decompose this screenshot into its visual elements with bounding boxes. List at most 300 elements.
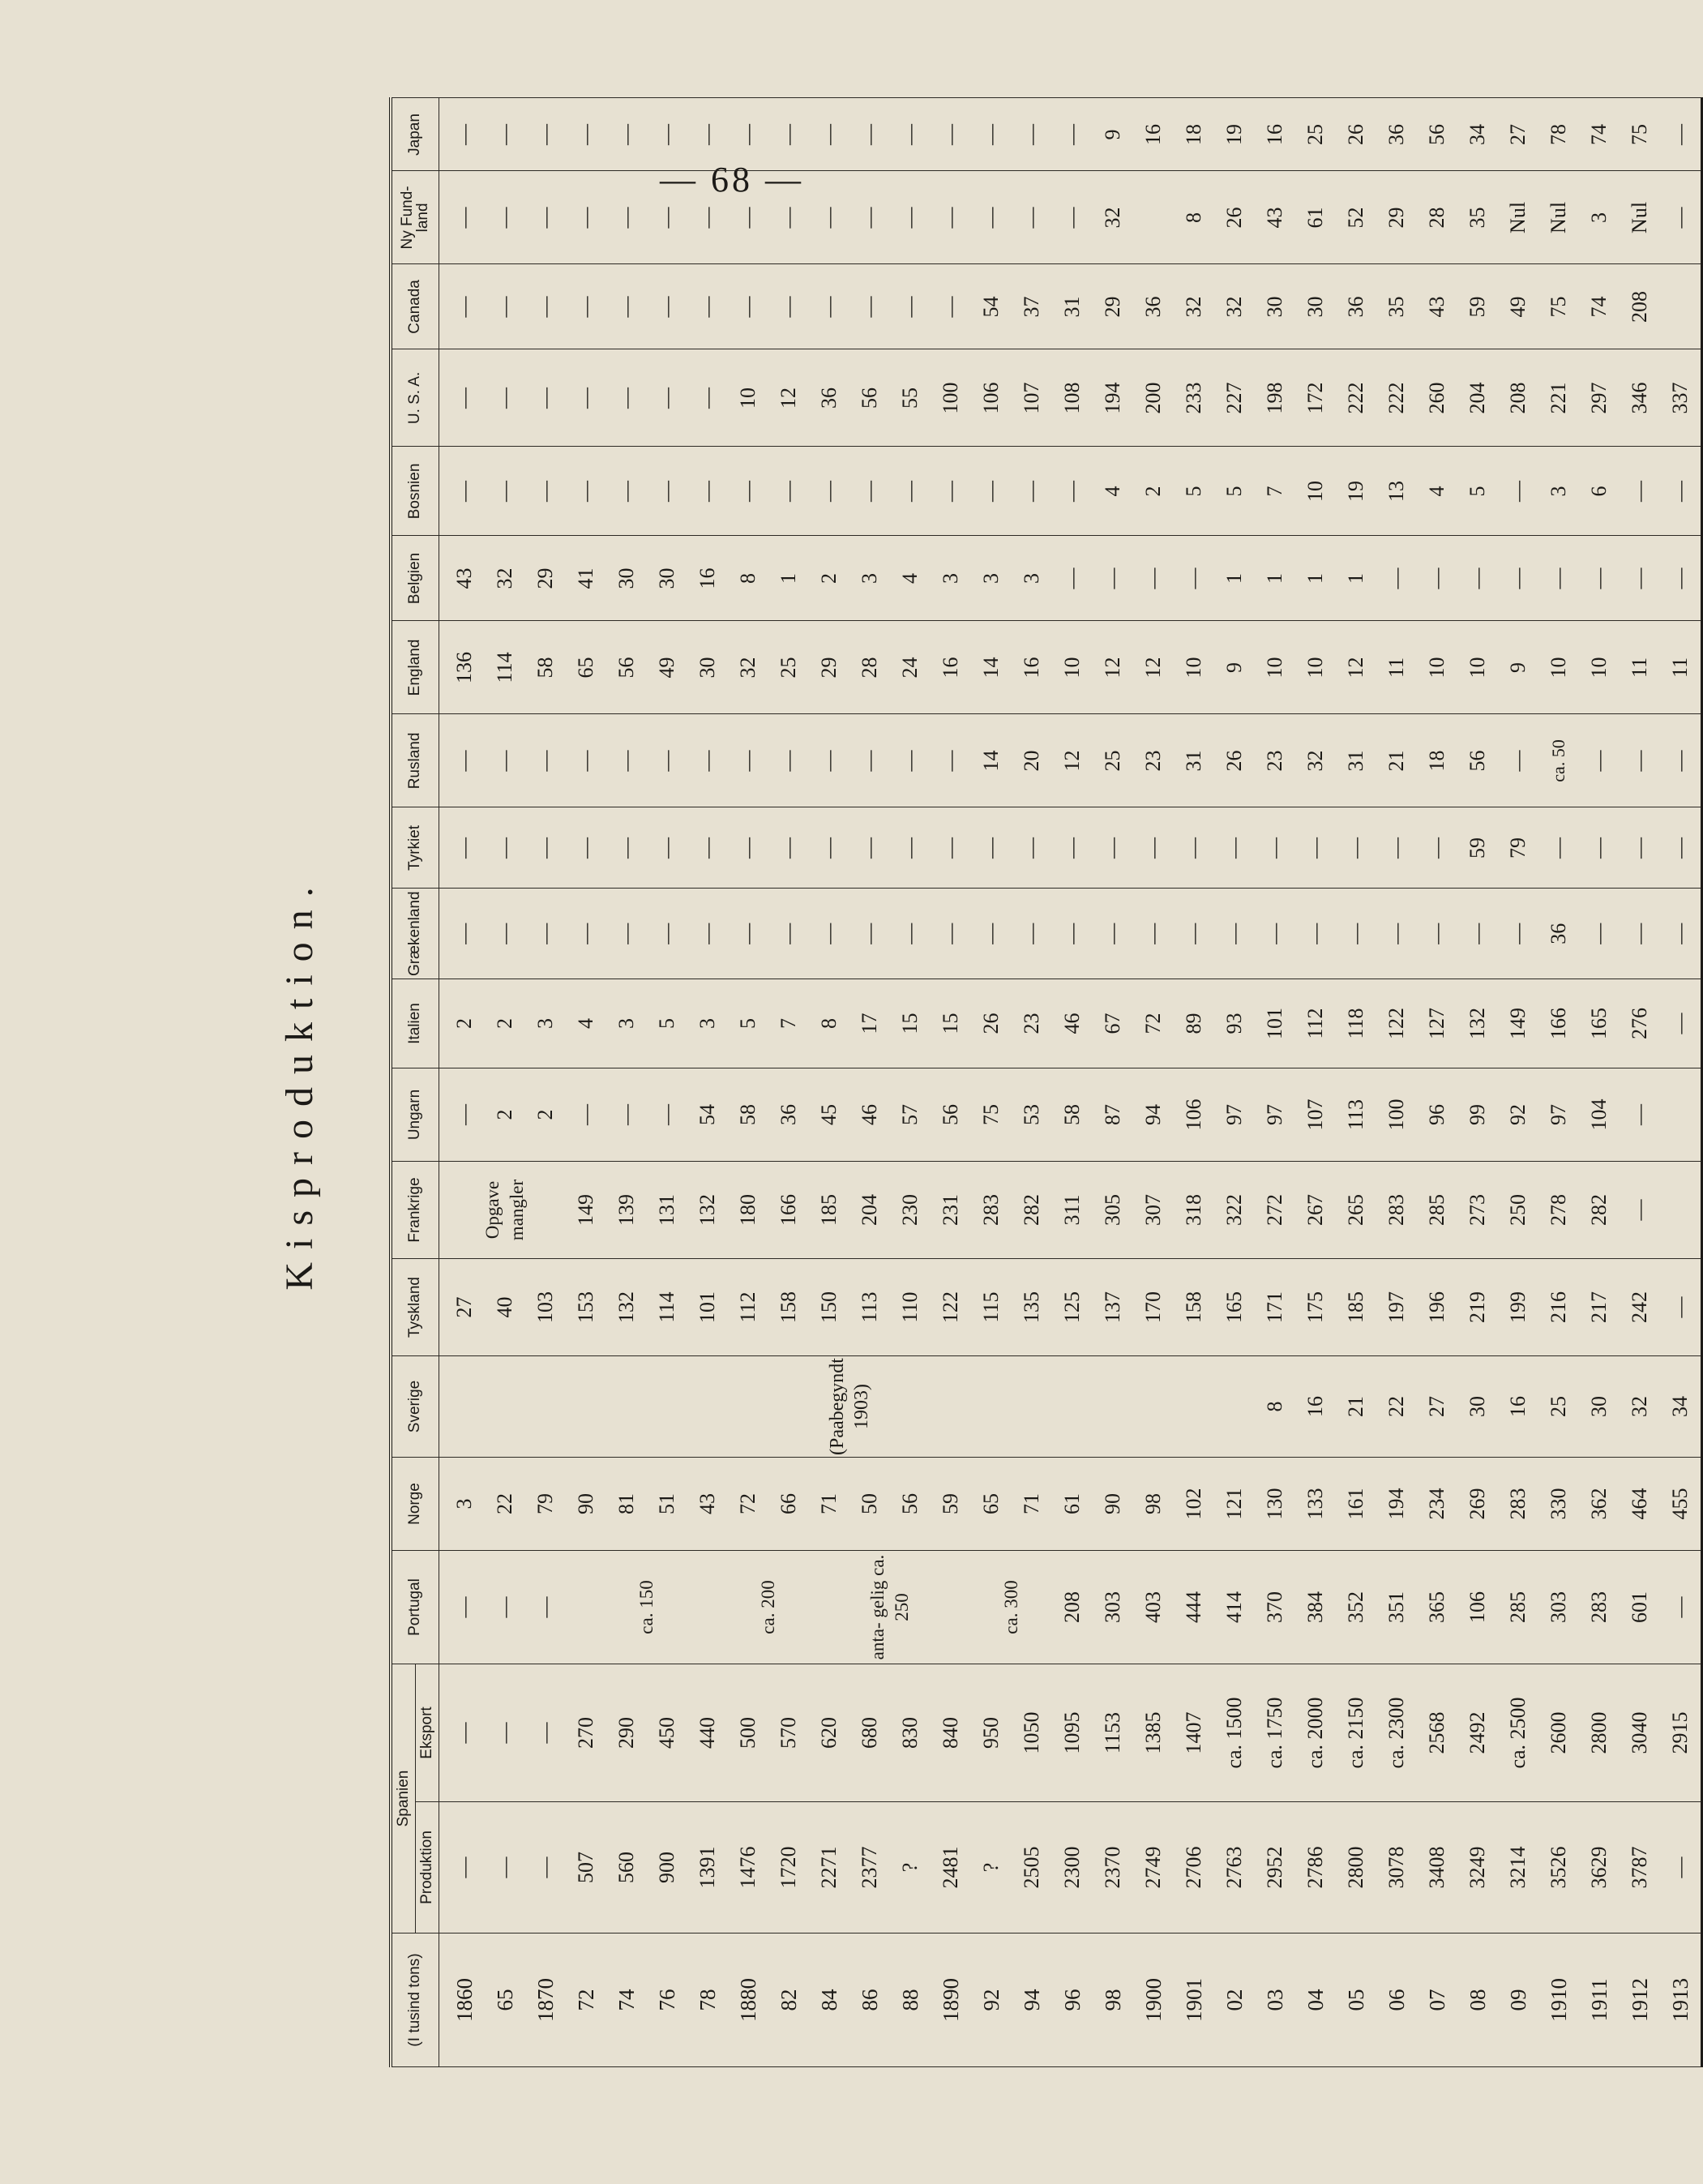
- cell-graekenland: —: [566, 889, 606, 979]
- cell-bosnien: 5: [1214, 447, 1255, 536]
- cell-graekenland: —: [1174, 889, 1214, 979]
- cell-es_prod: 1476: [728, 1802, 768, 1933]
- cell-es_prod: 1720: [768, 1802, 809, 1933]
- cell-es_exp: 830: [890, 1664, 931, 1802]
- cell-italien: 17: [849, 979, 890, 1068]
- cell-tyrkiet: —: [728, 807, 768, 889]
- header-country: Portugal: [391, 1551, 439, 1664]
- cell-year: 76: [647, 1933, 687, 2067]
- cell-ungarn: 46: [849, 1068, 890, 1162]
- cell-graekenland: —: [1417, 889, 1457, 979]
- cell-year: 1900: [1133, 1933, 1174, 2067]
- cell-year: 1910: [1538, 1933, 1579, 2067]
- cell-canada: 31: [1052, 264, 1093, 349]
- cell-frankrige: 139: [606, 1162, 647, 1259]
- cell-es_exp: 1095: [1052, 1664, 1093, 1802]
- cell-nyfund: —: [525, 171, 566, 264]
- cell-canada: —: [890, 264, 931, 349]
- cell-tyrkiet: —: [1255, 807, 1295, 889]
- cell-tyrkiet: 59: [1457, 807, 1498, 889]
- cell-norge: 455: [1660, 1458, 1702, 1551]
- cell-bosnien: —: [1052, 447, 1093, 536]
- table-row: [606, 98, 647, 2067]
- cell-canada: 59: [1457, 264, 1498, 349]
- cell-nyfund: 3: [1579, 171, 1620, 264]
- cell-graekenland: —: [1133, 889, 1174, 979]
- cell-norge: 90: [1093, 1458, 1133, 1551]
- cell-bosnien: —: [849, 447, 890, 536]
- cell-tyskland: 197: [1376, 1259, 1417, 1356]
- cell-portugal-block: anta- gelig ca. 250: [809, 1551, 971, 1664]
- cell-ungarn: 96: [1417, 1068, 1457, 1162]
- cell-belgien: 43: [439, 536, 485, 621]
- page-title: Kisproduktion.: [278, 874, 321, 1291]
- cell-es_exp: ca. 2300: [1376, 1664, 1417, 1802]
- cell-es_exp: 290: [606, 1664, 647, 1802]
- cell-italien: 89: [1174, 979, 1214, 1068]
- cell-ungarn: [1660, 1068, 1702, 1162]
- cell-rusland: —: [606, 714, 647, 807]
- cell-rusland: —: [931, 714, 971, 807]
- cell-canada: 29: [1093, 264, 1133, 349]
- cell-frankrige: 180: [728, 1162, 768, 1259]
- cell-norge: 464: [1620, 1458, 1660, 1551]
- cell-es_prod: 3249: [1457, 1802, 1498, 1933]
- cell-england: 32: [728, 621, 768, 714]
- cell-tyskland: 185: [1336, 1259, 1376, 1356]
- cell-usa: —: [525, 349, 566, 447]
- header-spanien: Spanien: [391, 1664, 415, 1933]
- rotated-table-block: [251, 97, 1692, 2067]
- cell-italien: 46: [1052, 979, 1093, 1068]
- cell-year: 04: [1295, 1933, 1336, 2067]
- header-year: (I tusind tons): [391, 1933, 439, 2067]
- cell-graekenland: —: [606, 889, 647, 979]
- cell-england: 65: [566, 621, 606, 714]
- cell-bosnien: 4: [1093, 447, 1133, 536]
- cell-belgien: —: [1052, 536, 1093, 621]
- cell-es_prod: 3214: [1498, 1802, 1538, 1933]
- cell-es_prod: 2786: [1295, 1802, 1336, 1933]
- cell-japan: 16: [1133, 98, 1174, 171]
- cell-graekenland: —: [1093, 889, 1133, 979]
- cell-belgien: 3: [971, 536, 1012, 621]
- cell-nyfund: 29: [1376, 171, 1417, 264]
- cell-tyskland: 153: [566, 1259, 606, 1356]
- cell-frankrige-note: Opgave mangler: [439, 1162, 566, 1259]
- cell-bosnien: —: [768, 447, 809, 536]
- cell-tyskland: 135: [1012, 1259, 1052, 1356]
- cell-rusland: —: [1660, 714, 1702, 807]
- cell-rusland: ca. 50: [1538, 714, 1579, 807]
- cell-rusland: 25: [1093, 714, 1133, 807]
- cell-norge: 43: [687, 1458, 728, 1551]
- cell-japan: —: [439, 98, 485, 171]
- cell-norge: 59: [931, 1458, 971, 1551]
- cell-ungarn: —: [647, 1068, 687, 1162]
- cell-rusland: —: [809, 714, 849, 807]
- cell-italien: 276: [1620, 979, 1660, 1068]
- cell-rusland: 21: [1376, 714, 1417, 807]
- cell-usa: 194: [1093, 349, 1133, 447]
- cell-rusland: —: [728, 714, 768, 807]
- table-row: [566, 98, 606, 2067]
- cell-italien: 26: [971, 979, 1012, 1068]
- cell-rusland: 20: [1012, 714, 1052, 807]
- cell-tyskland: 122: [931, 1259, 971, 1356]
- cell-rusland: 32: [1295, 714, 1336, 807]
- cell-ungarn: 100: [1376, 1068, 1417, 1162]
- cell-tyrkiet: —: [1133, 807, 1174, 889]
- cell-canada: —: [728, 264, 768, 349]
- cell-bosnien: —: [566, 447, 606, 536]
- cell-norge: 269: [1457, 1458, 1498, 1551]
- cell-italien: 3: [525, 979, 566, 1068]
- cell-tyrkiet: —: [1620, 807, 1660, 889]
- cell-japan: —: [485, 98, 525, 171]
- cell-frankrige: 311: [1052, 1162, 1093, 1259]
- cell-usa: 222: [1336, 349, 1376, 447]
- table-row: [849, 98, 890, 2067]
- cell-year: 1880: [728, 1933, 768, 2067]
- cell-ungarn: 57: [890, 1068, 931, 1162]
- cell-portugal: 352: [1336, 1551, 1376, 1664]
- cell-graekenland: —: [1214, 889, 1255, 979]
- cell-es_prod: 2370: [1093, 1802, 1133, 1933]
- cell-canada: —: [931, 264, 971, 349]
- cell-nyfund: 28: [1417, 171, 1457, 264]
- cell-canada: —: [687, 264, 728, 349]
- cell-es_exp: ca. 2000: [1295, 1664, 1336, 1802]
- cell-canada: 30: [1255, 264, 1295, 349]
- cell-tyrkiet: —: [566, 807, 606, 889]
- cell-canada: —: [525, 264, 566, 349]
- cell-es_prod: 3787: [1620, 1802, 1660, 1933]
- table-row: [1376, 98, 1417, 2067]
- cell-bosnien: —: [525, 447, 566, 536]
- cell-japan: —: [606, 98, 647, 171]
- cell-nyfund: 8: [1174, 171, 1214, 264]
- cell-england: 12: [1133, 621, 1174, 714]
- cell-es_exp: —: [439, 1664, 485, 1802]
- cell-portugal: 351: [1376, 1551, 1417, 1664]
- cell-graekenland: —: [728, 889, 768, 979]
- cell-nyfund: —: [687, 171, 728, 264]
- cell-portugal: 444: [1174, 1551, 1214, 1664]
- cell-year: 94: [1012, 1933, 1052, 2067]
- cell-tyskland: —: [1660, 1259, 1702, 1356]
- cell-usa: —: [606, 349, 647, 447]
- cell-ungarn: 53: [1012, 1068, 1052, 1162]
- cell-japan: 25: [1295, 98, 1336, 171]
- cell-japan: —: [890, 98, 931, 171]
- cell-es_exp: 500: [728, 1664, 768, 1802]
- cell-norge: 51: [647, 1458, 687, 1551]
- cell-rusland: 31: [1336, 714, 1376, 807]
- cell-italien: 5: [728, 979, 768, 1068]
- cell-sverige: 30: [1457, 1356, 1498, 1458]
- cell-canada: —: [606, 264, 647, 349]
- cell-year: 1860: [439, 1933, 485, 2067]
- cell-es_exp: 1153: [1093, 1664, 1133, 1802]
- cell-nyfund: —: [566, 171, 606, 264]
- cell-italien: 165: [1579, 979, 1620, 1068]
- cell-graekenland: —: [1012, 889, 1052, 979]
- cell-usa: 56: [849, 349, 890, 447]
- cell-norge: 50: [849, 1458, 890, 1551]
- cell-rusland: 12: [1052, 714, 1093, 807]
- cell-usa: —: [647, 349, 687, 447]
- cell-es_exp: 2600: [1538, 1664, 1579, 1802]
- cell-england: 114: [485, 621, 525, 714]
- cell-year: 82: [768, 1933, 809, 2067]
- cell-rusland: —: [485, 714, 525, 807]
- cell-belgien: 30: [606, 536, 647, 621]
- cell-tyrkiet: —: [1336, 807, 1376, 889]
- cell-norge: 71: [1012, 1458, 1052, 1551]
- cell-england: 29: [809, 621, 849, 714]
- cell-belgien: —: [1093, 536, 1133, 621]
- cell-ungarn: 75: [971, 1068, 1012, 1162]
- cell-frankrige: 204: [849, 1162, 890, 1259]
- cell-tyskland: 150: [809, 1259, 849, 1356]
- header-spanien-sub: Produktion: [415, 1802, 439, 1933]
- cell-italien: 67: [1093, 979, 1133, 1068]
- cell-belgien: 1: [1336, 536, 1376, 621]
- cell-bosnien: —: [1012, 447, 1052, 536]
- cell-england: 11: [1620, 621, 1660, 714]
- cell-bosnien: 7: [1255, 447, 1295, 536]
- cell-graekenland: —: [1660, 889, 1702, 979]
- cell-portugal: 106: [1457, 1551, 1498, 1664]
- cell-portugal: 285: [1498, 1551, 1538, 1664]
- cell-tyrkiet: —: [647, 807, 687, 889]
- cell-tyskland: 158: [768, 1259, 809, 1356]
- cell-bosnien: 6: [1579, 447, 1620, 536]
- cell-england: 28: [849, 621, 890, 714]
- cell-italien: 122: [1376, 979, 1417, 1068]
- header-country: Tyskland: [391, 1259, 439, 1356]
- cell-ungarn: 97: [1214, 1068, 1255, 1162]
- cell-rusland: —: [687, 714, 728, 807]
- cell-italien: 118: [1336, 979, 1376, 1068]
- cell-tyskland: 219: [1457, 1259, 1498, 1356]
- cell-ungarn: 113: [1336, 1068, 1376, 1162]
- cell-es_prod: 2706: [1174, 1802, 1214, 1933]
- table-header: [391, 98, 439, 2067]
- cell-usa: 107: [1012, 349, 1052, 447]
- cell-italien: 23: [1012, 979, 1052, 1068]
- cell-portugal: 601: [1620, 1551, 1660, 1664]
- cell-england: 49: [647, 621, 687, 714]
- cell-nyfund: Nul: [1620, 171, 1660, 264]
- header-country: Japan: [391, 98, 439, 171]
- cell-canada: 75: [1538, 264, 1579, 349]
- cell-usa: 222: [1376, 349, 1417, 447]
- cell-belgien: —: [1417, 536, 1457, 621]
- cell-nyfund: —: [809, 171, 849, 264]
- cell-norge: 130: [1255, 1458, 1295, 1551]
- cell-belgien: —: [1376, 536, 1417, 621]
- cell-ungarn: —: [566, 1068, 606, 1162]
- cell-tyskland: 165: [1214, 1259, 1255, 1356]
- cell-frankrige: 272: [1255, 1162, 1295, 1259]
- cell-year: 65: [485, 1933, 525, 2067]
- cell-sverige: 16: [1295, 1356, 1336, 1458]
- cell-bosnien: 19: [1336, 447, 1376, 536]
- cell-bosnien: 2: [1133, 447, 1174, 536]
- header-row: [391, 98, 415, 2067]
- cell-frankrige: 282: [1579, 1162, 1620, 1259]
- cell-nyfund: —: [971, 171, 1012, 264]
- cell-tyskland: 125: [1052, 1259, 1093, 1356]
- cell-ungarn: —: [606, 1068, 647, 1162]
- cell-year: 08: [1457, 1933, 1498, 2067]
- cell-england: 58: [525, 621, 566, 714]
- cell-usa: 297: [1579, 349, 1620, 447]
- cell-england: 11: [1376, 621, 1417, 714]
- cell-belgien: 1: [1295, 536, 1336, 621]
- cell-es_prod: 2505: [1012, 1802, 1052, 1933]
- cell-sverige: 21: [1336, 1356, 1376, 1458]
- cell-japan: —: [566, 98, 606, 171]
- cell-tyrkiet: —: [1174, 807, 1214, 889]
- cell-es_prod: 3078: [1376, 1802, 1417, 1933]
- cell-portugal-block: ca. 300: [971, 1551, 1052, 1664]
- cell-canada: 32: [1174, 264, 1214, 349]
- cell-tyrkiet: —: [1093, 807, 1133, 889]
- cell-nyfund: —: [1052, 171, 1093, 264]
- cell-es_prod: —: [439, 1802, 485, 1933]
- cell-bosnien: 13: [1376, 447, 1417, 536]
- cell-portugal: 370: [1255, 1551, 1295, 1664]
- cell-japan: —: [1052, 98, 1093, 171]
- cell-graekenland: —: [768, 889, 809, 979]
- cell-rusland: —: [768, 714, 809, 807]
- cell-year: 98: [1093, 1933, 1133, 2067]
- cell-bosnien: —: [728, 447, 768, 536]
- table-row: [1417, 98, 1457, 2067]
- cell-italien: 101: [1255, 979, 1295, 1068]
- cell-italien: 2: [485, 979, 525, 1068]
- table-row: [525, 98, 566, 2067]
- table-row: [1620, 98, 1660, 2067]
- cell-bosnien: —: [1498, 447, 1538, 536]
- cell-nyfund: —: [606, 171, 647, 264]
- cell-portugal: —: [485, 1551, 525, 1664]
- cell-belgien: —: [1174, 536, 1214, 621]
- cell-usa: 204: [1457, 349, 1498, 447]
- cell-ungarn: —: [1620, 1068, 1660, 1162]
- cell-belgien: 8: [728, 536, 768, 621]
- cell-es_exp: 950: [971, 1664, 1012, 1802]
- cell-es_exp: ca. 1750: [1255, 1664, 1295, 1802]
- cell-italien: 149: [1498, 979, 1538, 1068]
- cell-tyskland: 196: [1417, 1259, 1457, 1356]
- cell-belgien: —: [1538, 536, 1579, 621]
- cell-bosnien: 3: [1538, 447, 1579, 536]
- cell-frankrige: 231: [931, 1162, 971, 1259]
- cell-canada: —: [809, 264, 849, 349]
- cell-england: 10: [1052, 621, 1093, 714]
- cell-japan: —: [647, 98, 687, 171]
- cell-year: 1911: [1579, 1933, 1620, 2067]
- cell-bosnien: —: [687, 447, 728, 536]
- cell-italien: 2: [439, 979, 485, 1068]
- cell-england: 10: [1579, 621, 1620, 714]
- cell-es_exp: 2492: [1457, 1664, 1498, 1802]
- cell-portugal: 414: [1214, 1551, 1255, 1664]
- cell-tyrkiet: —: [768, 807, 809, 889]
- cell-rusland: 23: [1255, 714, 1295, 807]
- cell-tyskland: 199: [1498, 1259, 1538, 1356]
- cell-england: 9: [1498, 621, 1538, 714]
- cell-rusland: —: [849, 714, 890, 807]
- table-row: [647, 98, 687, 2067]
- cell-canada: 35: [1376, 264, 1417, 349]
- cell-bosnien: 5: [1174, 447, 1214, 536]
- cell-es_exp: ca. 1500: [1214, 1664, 1255, 1802]
- cell-canada: 49: [1498, 264, 1538, 349]
- cell-bosnien: —: [931, 447, 971, 536]
- cell-england: 16: [931, 621, 971, 714]
- cell-frankrige: 131: [647, 1162, 687, 1259]
- cell-rusland: —: [566, 714, 606, 807]
- cell-belgien: 3: [931, 536, 971, 621]
- cell-nyfund: Nul: [1538, 171, 1579, 264]
- cell-portugal-block: ca. 150: [566, 1551, 728, 1664]
- cell-es_prod: ?: [890, 1802, 931, 1933]
- table-row: [1052, 98, 1093, 2067]
- cell-rusland: 23: [1133, 714, 1174, 807]
- cell-japan: —: [849, 98, 890, 171]
- cell-belgien: 2: [809, 536, 849, 621]
- cell-ungarn: 92: [1498, 1068, 1538, 1162]
- cell-norge: 79: [525, 1458, 566, 1551]
- cell-tyskland: 112: [728, 1259, 768, 1356]
- cell-canada: 37: [1012, 264, 1052, 349]
- cell-es_prod: 2300: [1052, 1802, 1093, 1933]
- cell-england: 10: [1295, 621, 1336, 714]
- cell-rusland: 31: [1174, 714, 1214, 807]
- cell-year: 74: [606, 1933, 647, 2067]
- cell-usa: 198: [1255, 349, 1295, 447]
- cell-england: 10: [1255, 621, 1295, 714]
- cell-norge: 72: [728, 1458, 768, 1551]
- cell-es_prod: 560: [606, 1802, 647, 1933]
- cell-ungarn: 56: [931, 1068, 971, 1162]
- cell-tyskland: 158: [1174, 1259, 1214, 1356]
- cell-japan: —: [809, 98, 849, 171]
- cell-es_exp: 1050: [1012, 1664, 1052, 1802]
- cell-tyrkiet: —: [1538, 807, 1579, 889]
- header-country: Sverige: [391, 1356, 439, 1458]
- cell-graekenland: 36: [1538, 889, 1579, 979]
- cell-norge: 161: [1336, 1458, 1376, 1551]
- cell-norge: 66: [768, 1458, 809, 1551]
- cell-norge: 71: [809, 1458, 849, 1551]
- cell-frankrige: 185: [809, 1162, 849, 1259]
- cell-rusland: —: [647, 714, 687, 807]
- cell-japan: 36: [1376, 98, 1417, 171]
- cell-italien: 132: [1457, 979, 1498, 1068]
- cell-frankrige: 305: [1093, 1162, 1133, 1259]
- cell-usa: 10: [728, 349, 768, 447]
- table-row: [1174, 98, 1214, 2067]
- cell-italien: —: [1660, 979, 1702, 1068]
- cell-england: 14: [971, 621, 1012, 714]
- cell-italien: 112: [1295, 979, 1336, 1068]
